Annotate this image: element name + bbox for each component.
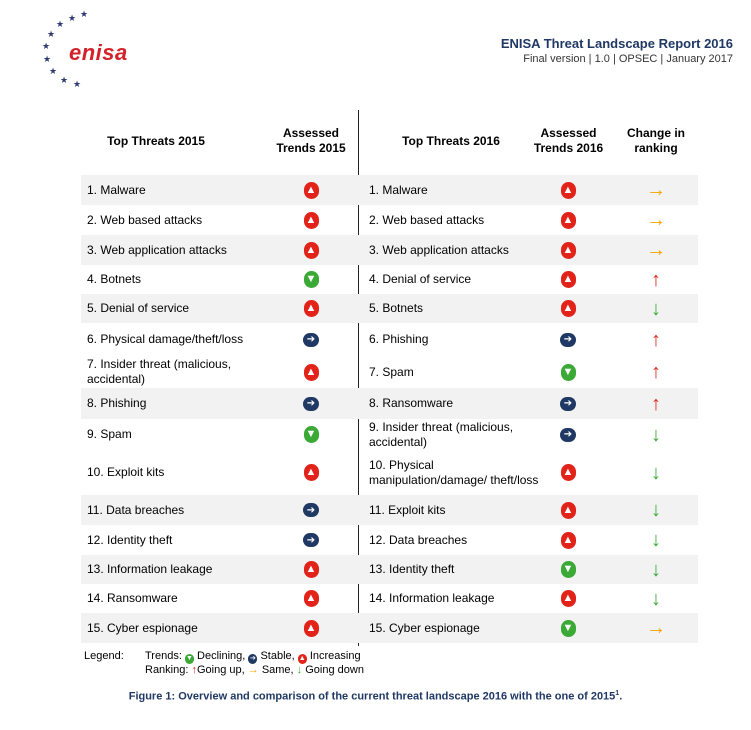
declining-trend-icon: ▼ bbox=[561, 364, 576, 381]
star-icon: ★ bbox=[73, 79, 82, 89]
increasing-trend-icon: ▲ bbox=[304, 242, 319, 259]
legend-ranking-label: Ranking: bbox=[145, 664, 189, 676]
threat-2016-cell bbox=[369, 205, 539, 235]
threat-2015-name: 9. Spam bbox=[87, 427, 132, 441]
ranking-up-arrow-icon: ↑ bbox=[651, 361, 661, 383]
threat-2016-name: 10. Physical manipulation/damage/ theft/loss bbox=[369, 457, 539, 487]
trend-2016-cell bbox=[535, 613, 601, 643]
threat-2016-cell bbox=[369, 388, 539, 419]
threat-2015-name: 7. Insider threat (malicious, accidental) bbox=[87, 357, 232, 386]
trend-2016-cell bbox=[535, 356, 601, 388]
trend-2016-cell bbox=[535, 584, 601, 613]
threat-2016-name: 2. Web based attacks bbox=[369, 212, 485, 227]
threat-2015-name: 6. Physical damage/theft/loss bbox=[87, 332, 244, 346]
report-subtitle: Final version | 1.0 | OPSEC | January 2017 bbox=[523, 53, 733, 65]
increasing-trend-icon: ▲ bbox=[298, 655, 306, 662]
header-top-threats-2016: Top Threats 2016 bbox=[402, 134, 500, 148]
threat-2016-cell bbox=[369, 265, 539, 294]
threat-2015-cell bbox=[87, 235, 262, 265]
table-row bbox=[81, 294, 698, 323]
threat-2016-cell bbox=[369, 584, 539, 613]
declining-trend-icon: ▼ bbox=[561, 620, 576, 637]
ranking-change-cell bbox=[621, 450, 691, 495]
star-icon: ★ bbox=[68, 13, 77, 23]
increasing-trend-icon: ▲ bbox=[561, 300, 576, 317]
increasing-trend-icon: ▲ bbox=[304, 590, 319, 607]
arrow-up-icon: ↑ bbox=[191, 664, 197, 676]
threat-2016-cell bbox=[369, 175, 539, 205]
threat-2016-name: 12. Data breaches bbox=[369, 532, 468, 547]
increasing-trend-icon: ▲ bbox=[304, 182, 319, 199]
legend-same: Same, bbox=[261, 664, 294, 676]
threat-2016-name: 9. Insider threat (malicious, accidental) bbox=[369, 419, 514, 449]
table-row bbox=[81, 388, 698, 419]
threat-2016-cell bbox=[369, 356, 539, 388]
stable-trend-icon: ➔ bbox=[560, 397, 576, 411]
legend-label: Legend: bbox=[84, 650, 124, 662]
ranking-down-arrow-icon: ↓ bbox=[651, 558, 661, 581]
arrow-right-icon: → bbox=[247, 664, 259, 676]
table-row bbox=[81, 555, 698, 584]
threat-2015-cell bbox=[87, 495, 262, 525]
trend-2015-cell bbox=[279, 584, 343, 613]
threat-2016-name: 14. Information leakage bbox=[369, 591, 495, 605]
trend-2016-cell bbox=[535, 323, 601, 356]
header-change-in-ranking: Change in ranking bbox=[626, 126, 685, 155]
trend-2016-cell bbox=[535, 388, 601, 419]
threat-2015-cell bbox=[87, 388, 262, 419]
stable-trend-icon: ➔ bbox=[303, 397, 319, 411]
ranking-up-arrow-icon: ↑ bbox=[651, 268, 661, 291]
threat-2016-name: 15. Cyber espionage bbox=[369, 620, 480, 635]
table-row bbox=[81, 419, 698, 450]
ranking-down-arrow-icon: ↓ bbox=[651, 461, 661, 484]
threat-2016-cell bbox=[369, 323, 539, 356]
increasing-trend-icon: ▲ bbox=[561, 182, 576, 199]
legend-declining: Declining, bbox=[197, 650, 246, 662]
threat-2015-cell bbox=[87, 450, 262, 495]
threat-2015-cell bbox=[87, 323, 262, 356]
stable-trend-icon: ➔ bbox=[303, 503, 319, 517]
ranking-down-arrow-icon: ↓ bbox=[651, 499, 661, 521]
caption-text: Figure 1: Overview and comparison of the current threat landscape 2016 with the one of 2015 bbox=[128, 690, 616, 703]
increasing-trend-icon: ▲ bbox=[561, 242, 576, 259]
ranking-change-cell bbox=[621, 175, 691, 205]
ranking-change-cell bbox=[621, 294, 691, 323]
threat-2016-cell bbox=[369, 294, 539, 323]
legend-trends bbox=[145, 649, 361, 664]
threat-2015-cell bbox=[87, 584, 262, 613]
star-icon: ★ bbox=[42, 41, 51, 51]
threat-2015-name: 3. Web application attacks bbox=[87, 242, 227, 257]
header-assessed-trends-2016: Assessed Trends 2016 bbox=[533, 126, 604, 155]
legend-increasing: Increasing bbox=[309, 650, 361, 662]
ranking-change-cell bbox=[621, 419, 691, 450]
table-row bbox=[81, 495, 698, 525]
stable-trend-icon: ➔ bbox=[303, 533, 319, 547]
trend-2015-cell bbox=[279, 205, 343, 235]
trend-2015-cell bbox=[279, 419, 343, 450]
ranking-change-cell bbox=[621, 613, 691, 643]
declining-trend-icon: ▼ bbox=[304, 271, 319, 288]
increasing-trend-icon: ▲ bbox=[304, 561, 319, 578]
increasing-trend-icon: ▲ bbox=[304, 300, 319, 317]
stable-trend-icon: ➔ bbox=[303, 333, 319, 347]
threat-2016-name: 13. Identity theft bbox=[369, 562, 455, 576]
star-icon: ★ bbox=[43, 54, 52, 64]
trend-2015-cell bbox=[279, 555, 343, 584]
threat-2015-name: 13. Information leakage bbox=[87, 562, 213, 576]
declining-trend-icon: ▼ bbox=[561, 561, 576, 578]
threat-2016-cell bbox=[369, 613, 539, 643]
legend-going-up: Going up, bbox=[196, 664, 245, 676]
increasing-trend-icon: ▲ bbox=[304, 212, 319, 229]
ranking-change-cell bbox=[621, 555, 691, 584]
trend-2015-cell bbox=[279, 175, 343, 205]
ranking-down-arrow-icon: ↓ bbox=[651, 529, 661, 551]
threat-2015-name: 2. Web based attacks bbox=[87, 212, 203, 227]
declining-trend-icon: ▼ bbox=[185, 655, 193, 662]
increasing-trend-icon: ▲ bbox=[561, 590, 576, 607]
table-row bbox=[81, 265, 698, 294]
increasing-trend-icon: ▲ bbox=[304, 464, 319, 481]
trend-2015-cell bbox=[279, 356, 343, 388]
threat-2015-name: 10. Exploit kits bbox=[87, 465, 165, 479]
threat-2015-cell bbox=[87, 525, 262, 555]
threat-2015-name: 11. Data breaches bbox=[87, 502, 185, 517]
ranking-same-arrow-icon: → bbox=[646, 179, 666, 201]
threat-2015-cell bbox=[87, 613, 262, 643]
trend-2015-cell bbox=[279, 294, 343, 323]
table-row bbox=[81, 323, 698, 356]
caption-footnote: 1 bbox=[615, 690, 620, 697]
increasing-trend-icon: ▲ bbox=[561, 271, 576, 288]
threat-2015-cell bbox=[87, 356, 262, 388]
increasing-trend-icon: ▲ bbox=[561, 464, 576, 481]
threat-2016-name: 4. Denial of service bbox=[369, 272, 472, 286]
legend-going-down: Going down bbox=[305, 664, 364, 676]
table-row bbox=[81, 613, 698, 643]
ranking-down-arrow-icon: ↓ bbox=[651, 297, 661, 320]
star-icon: ★ bbox=[47, 29, 56, 39]
stable-trend-icon: ➔ bbox=[249, 655, 256, 662]
threat-2016-cell bbox=[369, 495, 539, 525]
trend-2015-cell bbox=[279, 323, 343, 356]
threat-2015-name: 1. Malware bbox=[87, 182, 146, 197]
trend-2015-cell bbox=[279, 235, 343, 265]
threat-2016-cell bbox=[369, 235, 539, 265]
ranking-change-cell bbox=[621, 584, 691, 613]
trend-2016-cell bbox=[535, 235, 601, 265]
trend-2016-cell bbox=[535, 495, 601, 525]
trend-2015-cell bbox=[279, 525, 343, 555]
trend-2016-cell bbox=[535, 294, 601, 323]
table-row bbox=[81, 525, 698, 555]
threat-2016-cell bbox=[369, 555, 539, 584]
ranking-change-cell bbox=[621, 235, 691, 265]
star-icon: ★ bbox=[60, 75, 69, 85]
ranking-same-arrow-icon: → bbox=[646, 209, 666, 231]
stable-trend-icon: ➔ bbox=[560, 333, 576, 347]
ranking-change-cell bbox=[621, 356, 691, 388]
threat-2016-cell bbox=[369, 450, 539, 495]
trend-2016-cell bbox=[535, 555, 601, 584]
legend-trends-label: Trends: bbox=[145, 650, 182, 662]
star-icon: ★ bbox=[80, 9, 89, 19]
caption-period: . bbox=[619, 690, 623, 703]
star-icon: ★ bbox=[49, 66, 58, 76]
ranking-change-cell bbox=[621, 495, 691, 525]
legend-ranking bbox=[145, 663, 364, 677]
threat-2015-name: 14. Ransomware bbox=[87, 591, 178, 605]
threat-2015-cell bbox=[87, 419, 262, 450]
ranking-change-cell bbox=[621, 525, 691, 555]
increasing-trend-icon: ▲ bbox=[561, 532, 576, 549]
increasing-trend-icon: ▲ bbox=[561, 502, 576, 519]
threat-2015-cell bbox=[87, 555, 262, 584]
report-title: ENISA Threat Landscape Report 2016 bbox=[500, 36, 733, 51]
threat-2015-name: 4. Botnets bbox=[87, 272, 142, 286]
legend-stable: Stable, bbox=[260, 650, 295, 662]
trend-2016-cell bbox=[535, 205, 601, 235]
arrow-down-icon: ↓ bbox=[296, 664, 303, 676]
threat-2015-cell bbox=[87, 265, 262, 294]
threat-2015-name: 8. Phishing bbox=[87, 396, 147, 410]
header-top-threats-2015: Top Threats 2015 bbox=[107, 134, 205, 148]
logo-text: enisa bbox=[69, 40, 128, 65]
threat-2016-name: 3. Web application attacks bbox=[369, 242, 509, 257]
threat-2016-cell bbox=[369, 419, 539, 450]
threat-2015-cell bbox=[87, 205, 262, 235]
threat-2016-name: 6. Phishing bbox=[369, 332, 429, 346]
ranking-change-cell bbox=[621, 205, 691, 235]
threat-2015-name: 5. Denial of service bbox=[87, 301, 190, 315]
table-row bbox=[81, 450, 698, 495]
trend-2016-cell bbox=[535, 175, 601, 205]
trend-2015-cell bbox=[279, 265, 343, 294]
table-row bbox=[81, 235, 698, 265]
threat-2015-cell bbox=[87, 175, 262, 205]
table-row bbox=[81, 584, 698, 613]
threat-2015-cell bbox=[87, 294, 262, 323]
ranking-change-cell bbox=[621, 323, 691, 356]
star-icon: ★ bbox=[56, 19, 65, 29]
ranking-same-arrow-icon: → bbox=[646, 617, 666, 639]
ranking-same-arrow-icon: → bbox=[646, 239, 666, 261]
threat-2015-name: 12. Identity theft bbox=[87, 532, 173, 547]
threat-comparison-table bbox=[81, 110, 698, 646]
trend-2016-cell bbox=[535, 525, 601, 555]
increasing-trend-icon: ▲ bbox=[304, 364, 319, 381]
trend-2015-cell bbox=[279, 495, 343, 525]
threat-2016-name: 1. Malware bbox=[369, 182, 428, 197]
table-row bbox=[81, 356, 698, 388]
table-row bbox=[81, 205, 698, 235]
header-assessed-trends-2015: Assessed Trends 2015 bbox=[276, 126, 346, 155]
ranking-change-cell bbox=[621, 265, 691, 294]
trend-2016-cell bbox=[535, 419, 601, 450]
trend-2016-cell bbox=[535, 265, 601, 294]
ranking-down-arrow-icon: ↓ bbox=[651, 423, 661, 446]
trend-2015-cell bbox=[279, 613, 343, 643]
ranking-up-arrow-icon: ↑ bbox=[651, 392, 661, 415]
ranking-down-arrow-icon: ↓ bbox=[651, 587, 661, 610]
threat-2016-name: 8. Ransomware bbox=[369, 396, 454, 410]
threat-2016-name: 5. Botnets bbox=[369, 301, 424, 315]
threat-2016-name: 11. Exploit kits bbox=[369, 502, 446, 517]
table-row bbox=[81, 175, 698, 205]
threat-2016-cell bbox=[369, 525, 539, 555]
trend-2015-cell bbox=[279, 450, 343, 495]
ranking-change-cell bbox=[621, 388, 691, 419]
trend-2016-cell bbox=[535, 450, 601, 495]
declining-trend-icon: ▼ bbox=[304, 426, 319, 443]
figure-caption bbox=[0, 690, 751, 703]
increasing-trend-icon: ▲ bbox=[561, 212, 576, 229]
increasing-trend-icon: ▲ bbox=[304, 620, 319, 637]
trend-2015-cell bbox=[279, 388, 343, 419]
threat-2015-name: 15. Cyber espionage bbox=[87, 620, 198, 635]
ranking-up-arrow-icon: ↑ bbox=[651, 328, 661, 351]
stable-trend-icon: ➔ bbox=[560, 428, 576, 442]
threat-2016-name: 7. Spam bbox=[369, 364, 414, 379]
enisa-logo bbox=[40, 9, 140, 89]
